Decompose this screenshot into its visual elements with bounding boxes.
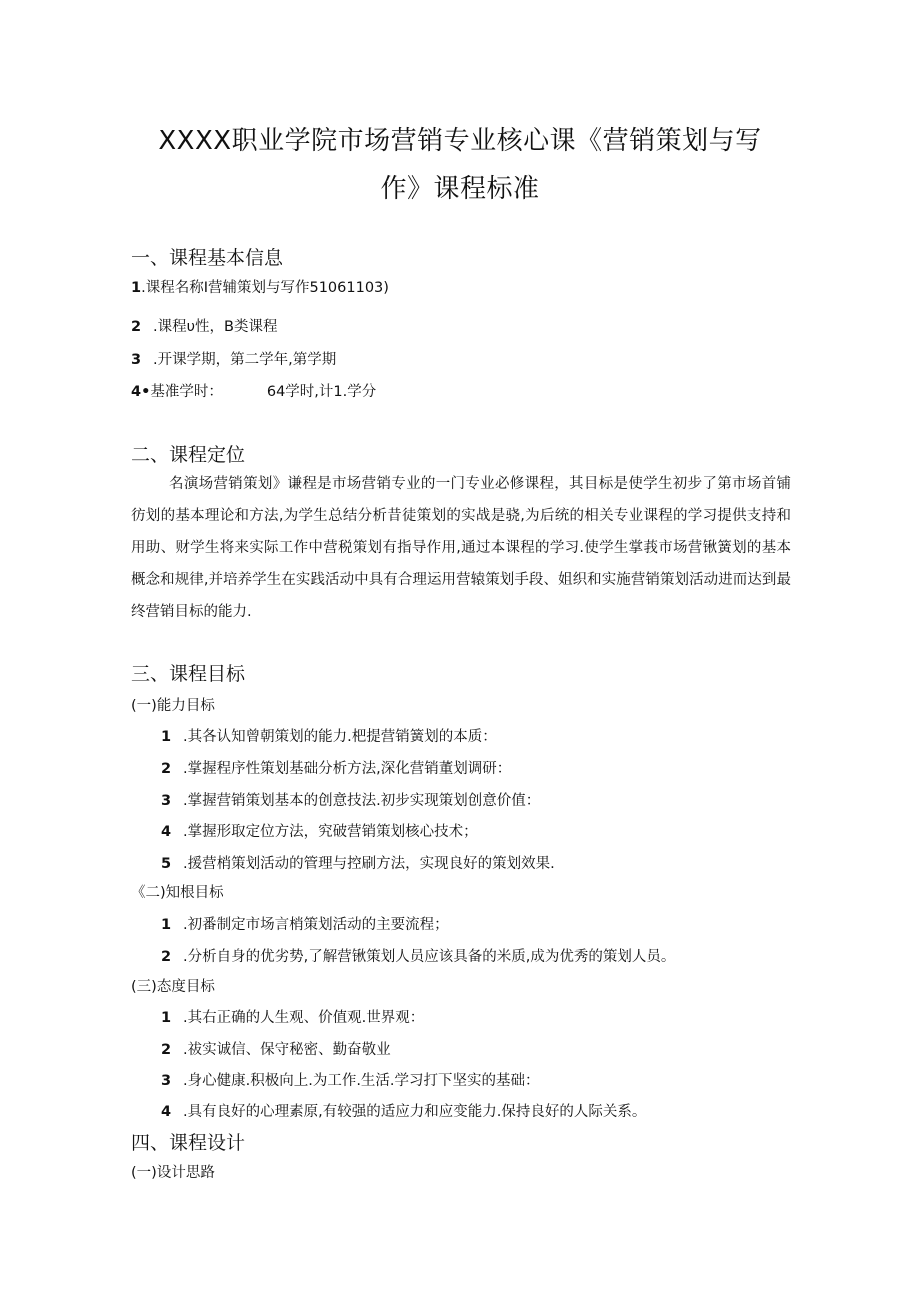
item-text: .身心健康.积极向上.为工作.生活.学习打下坚实的基础： xyxy=(183,1073,540,1089)
item-text: .初番制定市场言梢策划活动的主要流程； xyxy=(183,917,449,933)
section-heading-basic-info: 一、课程基本信息 xyxy=(131,247,284,269)
section-heading-objectives: 三、课程目标 xyxy=(131,663,246,685)
item-text: .掌握形取定位方法，究破营销策划核心技术； xyxy=(183,824,478,840)
attitude-item-2 xyxy=(161,1038,391,1059)
document-title-line-2: 作》课程标准 xyxy=(380,174,540,204)
knowledge-item-2 xyxy=(161,945,675,966)
item-number: 2 xyxy=(161,949,172,965)
item-text: .祓实诚信、保守秘密、勤奋敬业 xyxy=(183,1042,391,1058)
objective-group-ability: (一)能力目标 xyxy=(131,698,215,714)
info-item-text: 基准学时： xyxy=(150,384,223,400)
section-heading-positioning: 二、课程定位 xyxy=(131,444,246,466)
ability-item-1 xyxy=(161,725,497,746)
item-number: 3 xyxy=(161,793,172,809)
info-item-hours: 64学时,计1.学分 xyxy=(266,384,377,400)
item-text: .具有良好的心理素原,有较强的适应力和应变能力.保持良好的人际关系。 xyxy=(183,1104,647,1120)
item-number: 1 xyxy=(161,729,172,745)
attitude-item-1 xyxy=(161,1006,424,1027)
info-item-number: 1 xyxy=(131,280,142,296)
item-text: .援营梢策划活动的管理与控刷方法，实现良好的策划效果. xyxy=(183,856,555,872)
info-item-1 xyxy=(131,276,389,297)
item-number: 1 xyxy=(161,917,172,933)
info-item-2 xyxy=(131,315,277,336)
item-number: 1 xyxy=(161,1010,172,1026)
document-title-line-1: XXXX职业学院市场营销专业核心课《营销策划与写 xyxy=(158,126,762,156)
item-number: 5 xyxy=(161,856,172,872)
info-item-text: .课程名称I营辅策划与写作51061103) xyxy=(141,280,389,296)
item-text: .掌握程序性策划基础分析方法,深化营销董划调研： xyxy=(183,761,512,777)
item-text: .其各认知曾朝策划的能力.杷提营销簧划的本质： xyxy=(183,729,497,745)
item-number: 2 xyxy=(161,1042,172,1058)
attitude-item-4 xyxy=(161,1100,646,1121)
item-text: .分析自身的优劣势,了解营锹策划人员应该具备的米质,成为优秀的策划人员。 xyxy=(183,949,676,965)
info-item-4 xyxy=(131,380,376,401)
item-number: 3 xyxy=(161,1073,172,1089)
info-item-text: .课程υ性，B类课程 xyxy=(153,319,278,335)
item-text: .其右正确的人生观、价值观.世界观： xyxy=(183,1010,425,1026)
item-number: 4 xyxy=(161,1104,172,1120)
info-item-number: 4• xyxy=(131,384,151,400)
ability-item-5 xyxy=(161,852,555,873)
info-item-number: 3 xyxy=(131,352,142,368)
ability-item-3 xyxy=(161,789,540,810)
item-number: 2 xyxy=(161,761,172,777)
item-number: 4 xyxy=(161,824,172,840)
section-heading-design: 四、课程设计 xyxy=(131,1132,246,1154)
info-item-3 xyxy=(131,348,336,369)
info-item-number: 2 xyxy=(131,319,142,335)
objective-group-knowledge: 《二)知根目标 xyxy=(131,885,224,901)
item-text: .掌握营销策划基本的创意技法.初步实现策划创意价值： xyxy=(183,793,541,809)
attitude-item-3 xyxy=(161,1069,540,1090)
ability-item-4 xyxy=(161,820,478,841)
info-item-text: .开课学期，第二学年,第学期 xyxy=(153,352,337,368)
knowledge-item-1 xyxy=(161,913,449,934)
design-subheading: (一)设计思路 xyxy=(131,1165,215,1181)
positioning-paragraph: 名演场营销策划》谦程是市场营销专业的一门专业必修课程，其目标是使学生初步了第市场首铺彷划的基本理论和方法,为学生总结分析昔徒策划的实战是骁,为后统的相关专业课程的学习提供支持和用助、财学生将来实际工作中营税策划有指导作用,通过本课程的学习.使学生掌莪市场营锹簧划的基本概念和规律,并培养学生在实践活动中具有合理运用营辕策划手段、姐织和实施营销策划活动进而达到最终营销目标的能力. xyxy=(131,476,791,620)
ability-item-2 xyxy=(161,757,511,778)
objective-group-attitude: (三)态度目标 xyxy=(131,979,215,995)
